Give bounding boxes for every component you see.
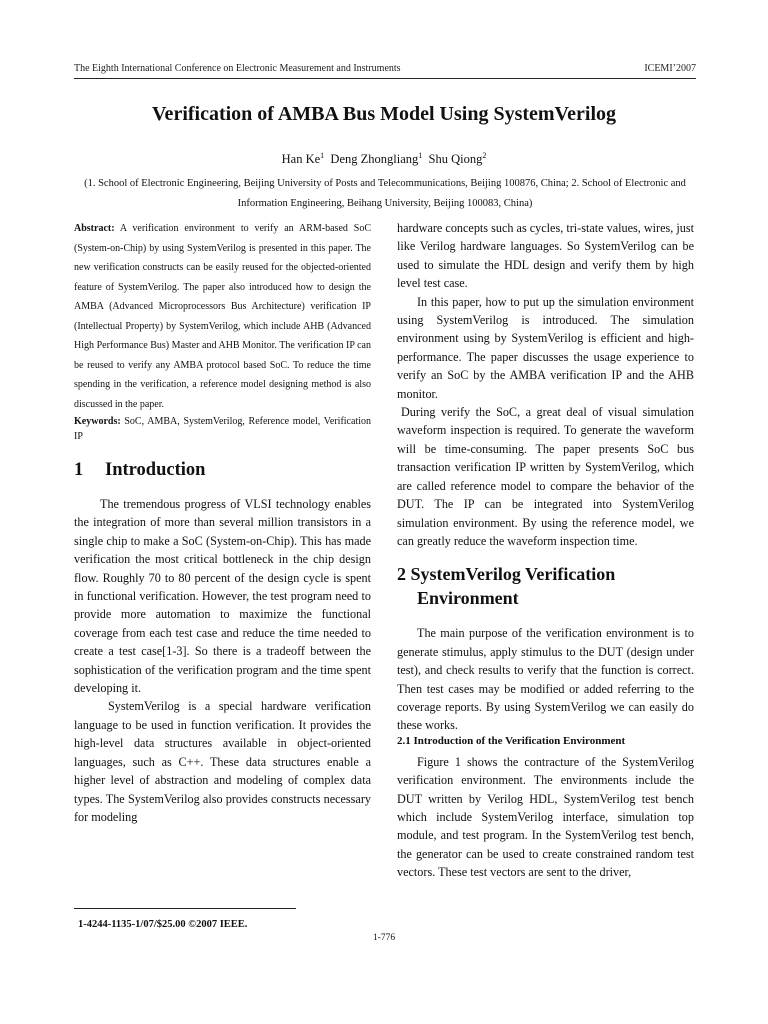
running-header bbox=[74, 63, 696, 74]
left-column bbox=[74, 219, 371, 826]
paragraph: The main purpose of the verification environment is to generate stimulus, apply stimulus to the DUT (design under test), and check results to verify that the function is correct. Then test cases may be modified or added referring to the coverage reports. By using SystemVerilog we can easily do these works. bbox=[397, 626, 694, 733]
section-heading: 2 SystemVerilog Verification Environment bbox=[397, 564, 616, 609]
header-rule bbox=[74, 78, 696, 79]
paragraph: In this paper, how to put up the simulation environment using SystemVerilog is introduced. The simulation environment using by SystemVerilog is efficient and high-performance. The paper discusses the usage experience to verify an SoC by the AMBA verification IP and the AHB monitor. bbox=[397, 294, 694, 401]
page-number: 1-776 bbox=[372, 933, 396, 943]
right-column bbox=[397, 219, 694, 882]
footnote-rule bbox=[74, 908, 296, 909]
author-affil-mark: 1 bbox=[418, 151, 423, 160]
keywords-text: SoC, AMBA, SystemVerilog, Reference model, Verification IP bbox=[74, 416, 371, 442]
section-heading bbox=[74, 460, 371, 481]
paragraph: hardware concepts such as cycles, tri-state values, wires, just like Verilog hardware languages. So SystemVerilog can be used to simulate the HDL design and verify them by high level test case. bbox=[397, 221, 694, 291]
keywords-label: Keywords: bbox=[74, 416, 121, 427]
copyright-footnote: 1-4244-1135-1/07/$25.00 ©2007 IEEE. bbox=[78, 919, 248, 930]
subsection-heading: 2.1 Introduction of the Verification Environment bbox=[397, 734, 626, 747]
introduction-body bbox=[74, 495, 371, 826]
conference-short: ICEMI’2007 bbox=[644, 63, 696, 74]
author-list bbox=[0, 151, 768, 167]
paragraph: SystemVerilog is a special hardware verification language to be used in function verification. It provides the high-level data structures available in object-oriented languages, such as C++. These data structures enable a higher level of abstraction and modeling of complex data types. The SystemVerilog also provides constructs necessary for modeling bbox=[74, 699, 371, 824]
author-affil-mark: 1 bbox=[320, 151, 325, 160]
abstract-label: Abstract: bbox=[74, 223, 115, 234]
paragraph: The tremendous progress of VLSI technology enables the integration of more than several million transistors in a single chip to make a SoC (System-on-Chip). This has made verification the most critical bottleneck in the chip design flow. Roughly 70 to 80 percent of the design cycle is spent in functional verification. However, the test program need to provide more automation to maximize the functional coverage from each test case and reduce the time needed to create a test case[1-3]. So there is a tradeoff between the sophistication of the verification program and the time spent developing it. bbox=[74, 497, 371, 696]
author-name: Shu Qiong bbox=[428, 152, 483, 167]
author-affil-mark: 2 bbox=[482, 151, 487, 160]
abstract-text: A verification environment to verify an ARM-based SoC (System-on-Chip) by using SystemVerilog is presented in this paper. The new verification constructs can be easily reused for the objected-oriented feature of SystemVerilog. The paper also introduced how to design the AMBA (Advanced Microprocessors Bus Architecture) verification IP (Intellectual Property) by SystemVerilog, which include AHB (Advanced High Performance Bus) Master and AHB Monitor. The verification IP can be reused to verify any AMBA protocol based SoC. To reduce the time spending in the verification, a reference model designing method is also discussed in the paper. bbox=[74, 223, 371, 410]
paragraph: Figure 1 shows the contracture of the SystemVerilog verification environment. The environments include the DUT written by Verilog HDL, SystemVerilog test bench which include SystemVerilog interface, simulation top module, and test program. In the SystemVerilog test bench, the generator can be used to create constrained random test vectors. These test vectors are sent to the driver, bbox=[397, 754, 694, 880]
affiliations: (1. School of Electronic Engineering, Beijing University of Posts and Telecommunications, Beijing 100876, China; 2. School of Electronic and Information Engineering, Beihang University, Beijing 100083, China) bbox=[84, 178, 686, 209]
conference-name: The Eighth International Conference on Electronic Measurement and Instruments bbox=[74, 63, 401, 74]
paragraph: During verify the SoC, a great deal of visual simulation waveform inspection is required. To generate the waveform will be time-consuming. The paper presents SoC bus transaction verification IP written by SystemVerilog, which are called reference model to compare the behavior of the DUT. The IP can be integrated into SystemVerilog simulation environment. By using the reference model, we can greatly reduce the waveform inspection time. bbox=[397, 405, 694, 548]
paper-title: Verification of AMBA Bus Model Using SystemVerilog bbox=[151, 103, 617, 125]
author-name: Han Ke bbox=[281, 152, 321, 167]
author-name: Deng Zhongliang bbox=[330, 152, 419, 167]
section-number: 1 bbox=[74, 460, 84, 480]
abstract bbox=[74, 219, 371, 444]
section-title: Introduction bbox=[105, 460, 206, 480]
